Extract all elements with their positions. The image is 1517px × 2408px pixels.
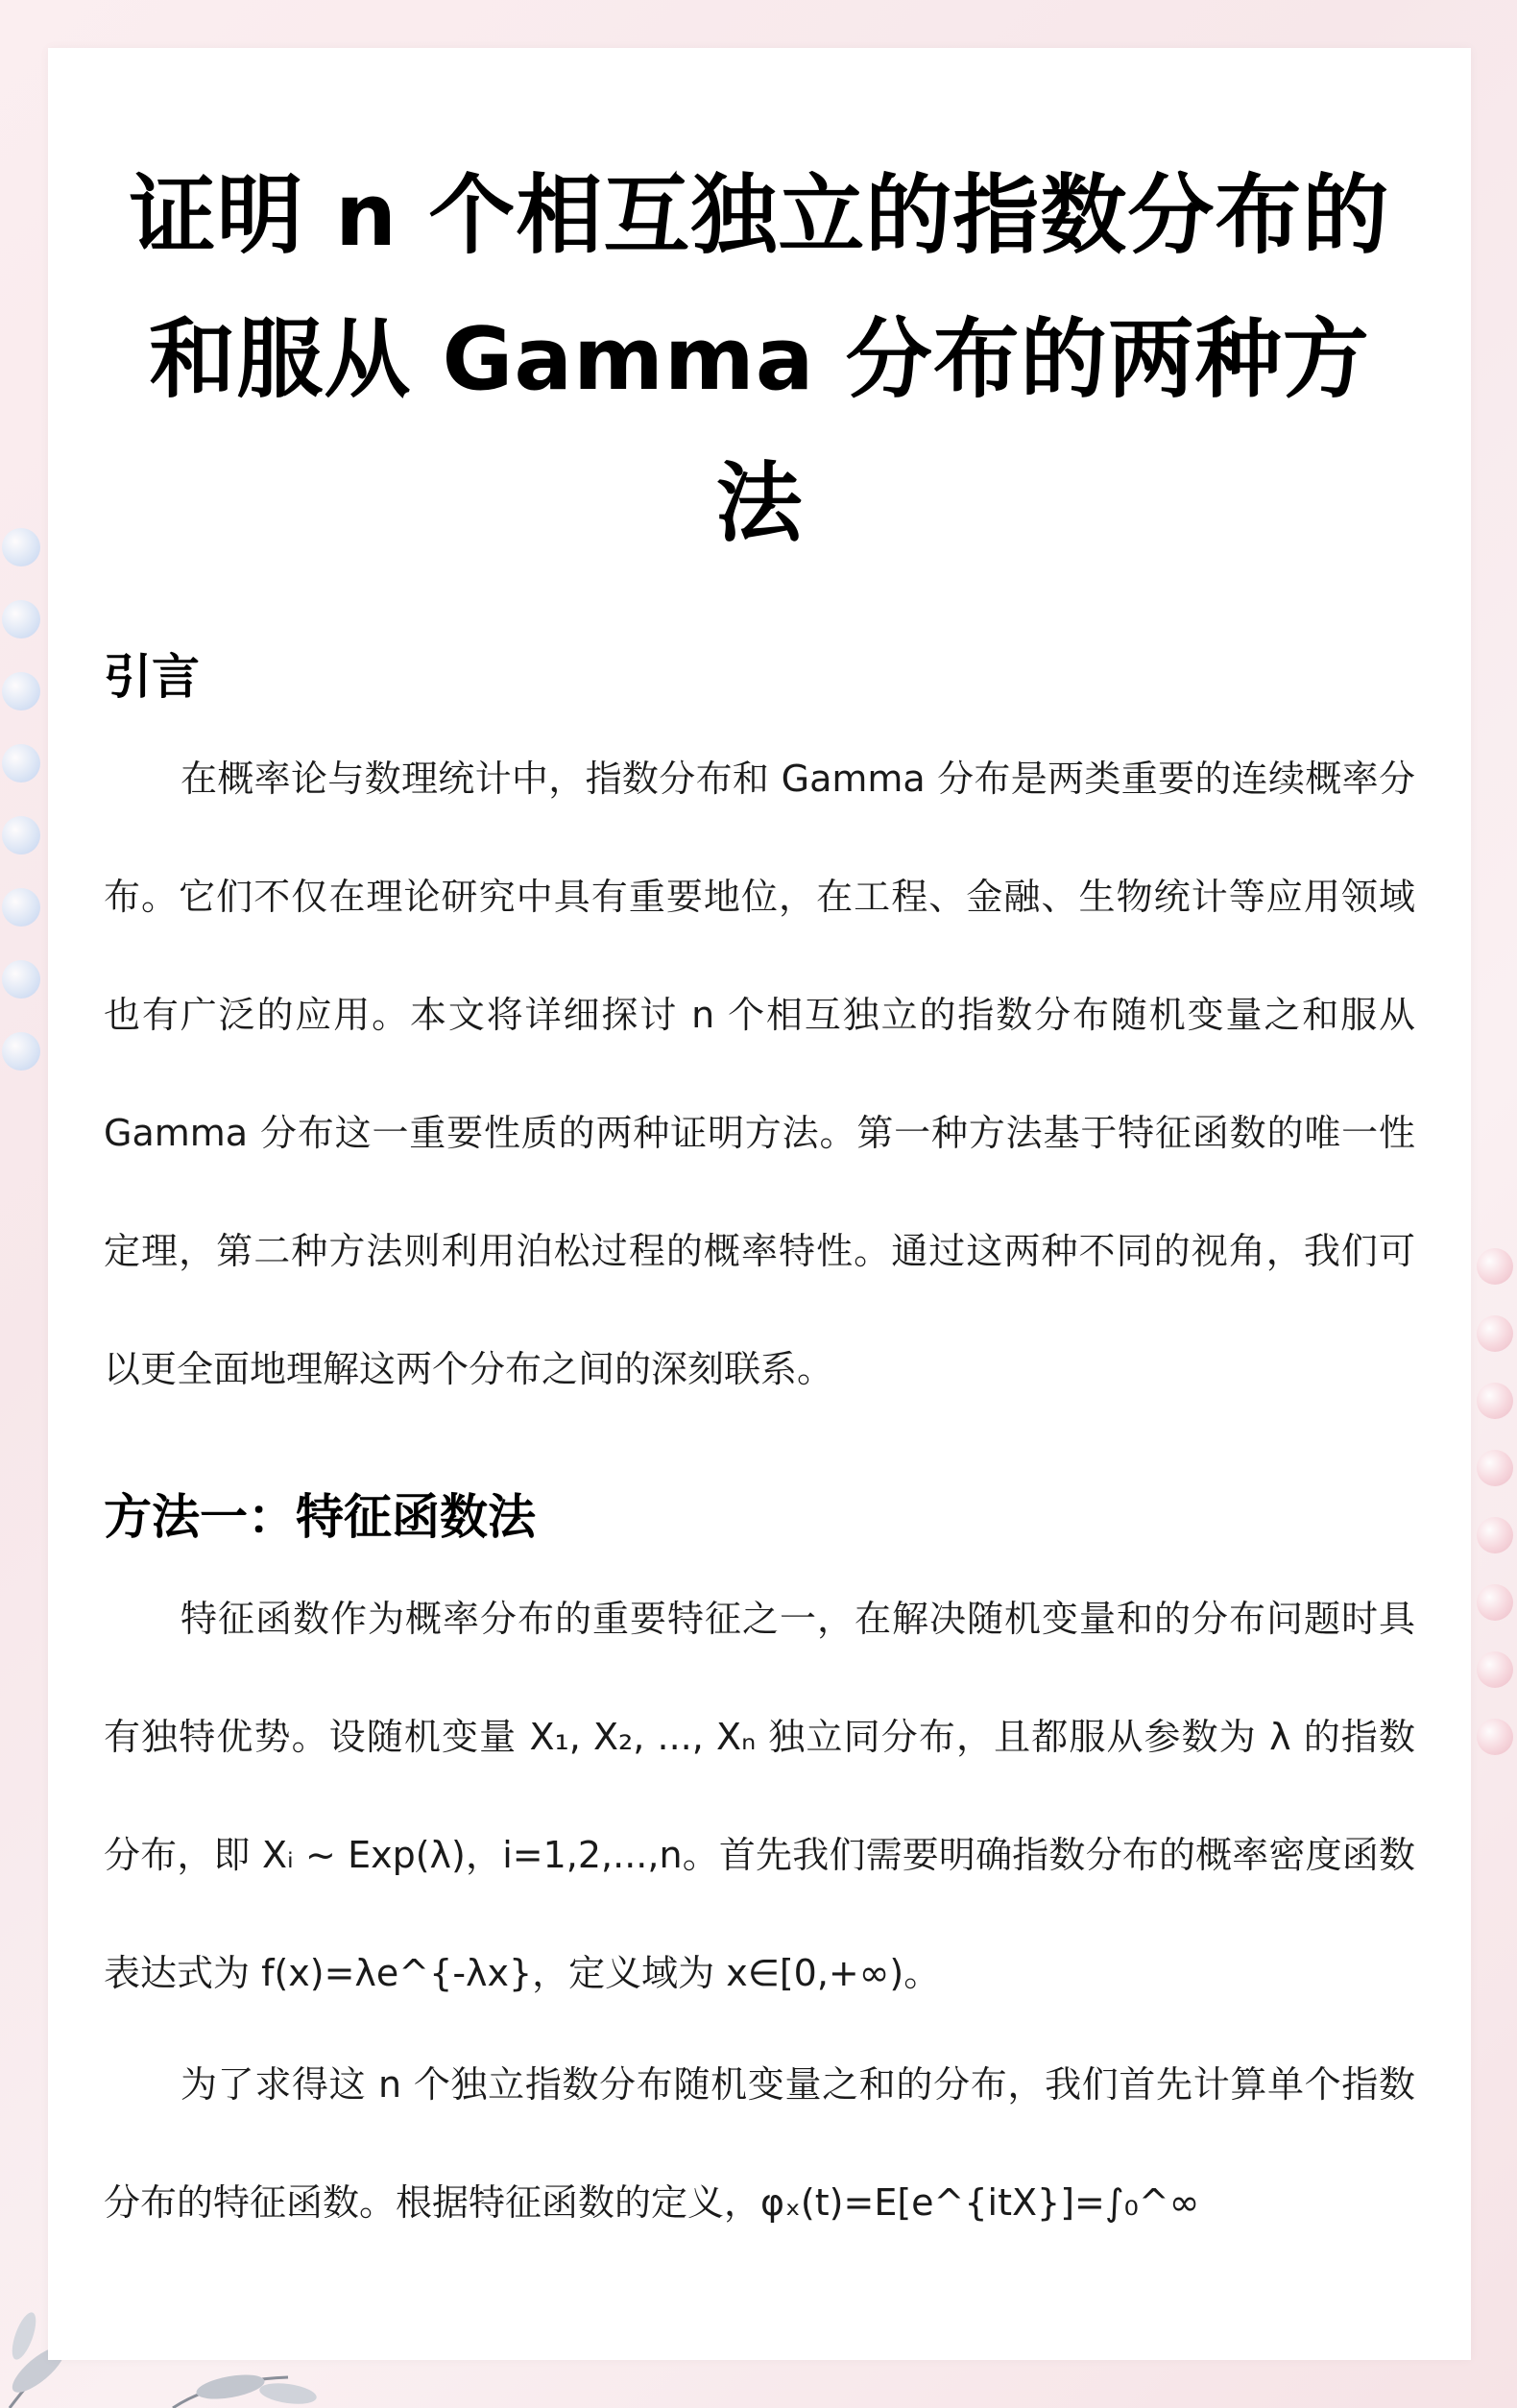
paragraph-method-one-intro: 特征函数作为概率分布的重要特征之一，在解决随机变量和的分布问题时具有独特优势。设随机变量 X₁, X₂, ..., Xₙ 独立同分布，且都服从参数为 λ 的指数分布，即 Xᵢ ~ Exp(λ)，i=1,2,...,n。首先我们需要明确指数分布的概率密度函数表达式为 f(x)=λe^{-λx}，定义域为 x∈[0,+∞)。 — [104, 1598, 1415, 1994]
section-heading-introduction: 引言 — [104, 649, 200, 705]
decorative-bubbles-right — [1469, 1248, 1517, 1747]
page-title: 证明 n 个相互独立的指数分布的和服从 Gamma 分布的两种方法 — [129, 165, 1390, 554]
section-heading-method-one: 方法一：特征函数法 — [104, 1489, 536, 1545]
document-page — [48, 48, 1471, 2360]
paragraph-method-one-characteristic: 为了求得这 n 个独立指数分布随机变量之和的分布，我们首先计算单个指数分布的特征函数。根据特征函数的定义，φₓ(t)=E[e^{itX}]=∫₀^∞ — [104, 2063, 1415, 2224]
paragraph-introduction: 在概率论与数理统计中，指数分布和 Gamma 分布是两类重要的连续概率分布。它们不仅在理论研究中具有重要地位，在工程、金融、生物统计等应用领域也有广泛的应用。本文将详细探讨 n 个相互独立的指数分布随机变量之和服从 Gamma 分布这一重要性质的两种证明方法。第一种方法基于特征函数的唯一性定理，第二种方法则利用泊松过程的概率特性。通过这两种不同的视角，我们可以更全面地理解这两个分布之间的深刻联系。 — [104, 758, 1415, 1390]
decorative-bubbles-left — [0, 528, 48, 1104]
